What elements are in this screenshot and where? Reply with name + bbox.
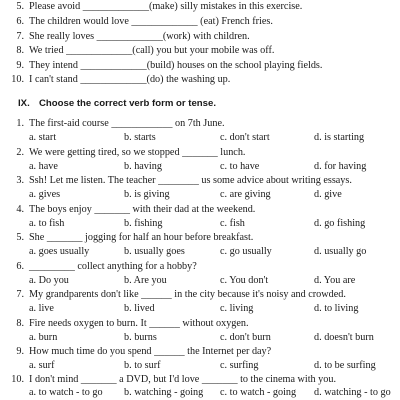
option-a[interactable]: a. start [29, 132, 57, 143]
option-a[interactable]: a. Do you [29, 275, 69, 286]
option-b[interactable]: b. fishing [124, 218, 163, 229]
item-text: The children would love _____________ (eat) French fries. [29, 16, 273, 27]
question-line [0, 288, 400, 302]
question-line [0, 174, 400, 188]
option-d[interactable]: d. watching - to go [314, 387, 391, 398]
item-number: 6. [16, 16, 24, 27]
option-d[interactable]: d. is starting [314, 132, 365, 143]
option-a[interactable]: a. to watch - to go [29, 387, 103, 398]
question-text: The first-aid course ____________ on 7th June. [29, 118, 225, 129]
question-text: Fire needs oxygen to burn. It ______ without oxygen. [29, 318, 249, 329]
question-line [0, 260, 400, 274]
item-number: 10. [11, 74, 24, 85]
question-text: She _______ jogging for half an hour before breakfast. [29, 232, 254, 243]
question-line [0, 203, 400, 217]
question-number: 7. [16, 289, 24, 300]
section-title: Choose the correct verb form or tense. [39, 98, 216, 109]
question-number: 1. [16, 118, 24, 129]
question-number: 5. [16, 232, 24, 243]
item-text: They intend _____________(build) houses on the school playing fields. [29, 60, 323, 71]
question-number: 10. [11, 374, 24, 385]
item-number: 8. [16, 45, 24, 56]
option-c[interactable]: c. don't burn [220, 332, 271, 343]
option-d[interactable]: d. to be surfing [314, 360, 376, 371]
option-d[interactable]: d. go fishing [314, 218, 366, 229]
section-number: IX. [18, 98, 30, 109]
item-text: Please avoid _____________(make) silly mistakes in this exercise. [29, 1, 303, 12]
question-text: I don't mind _______ a DVD, but I'd love _______ to the cinema with you. [29, 374, 336, 385]
question-text: How much time do you spend ______ the Internet per day? [29, 346, 272, 357]
option-c[interactable]: c. to have [220, 161, 260, 172]
question-line [0, 117, 400, 131]
item-text: She really loves _____________(work) with children. [29, 31, 250, 42]
question-number: 9. [16, 346, 24, 357]
question-line [0, 231, 400, 245]
option-a[interactable]: a. goes usually [29, 246, 90, 257]
option-c[interactable]: c. don't start [220, 132, 270, 143]
question-text: We were getting tired, so we stopped _______ lunch. [29, 147, 246, 158]
item-text: I can't stand _____________(do) the washing up. [29, 74, 231, 85]
item-number: 7. [16, 31, 24, 42]
question-text: The boys enjoy _______ with their dad at the weekend. [29, 204, 256, 215]
question-line [0, 146, 400, 160]
option-c[interactable]: c. surfing [220, 360, 259, 371]
option-d[interactable]: d. You are [314, 275, 356, 286]
question-number: 3. [16, 175, 24, 186]
option-c[interactable]: c. living [220, 303, 254, 314]
question-line [0, 345, 400, 359]
option-c[interactable]: c. go usually [220, 246, 272, 257]
option-d[interactable]: d. usually go [314, 246, 367, 257]
exercise-item [0, 0, 400, 14]
option-b[interactable]: b. to surf [124, 360, 161, 371]
option-d[interactable]: d. doesn't burn [314, 332, 374, 343]
option-b[interactable]: b. lived [124, 303, 155, 314]
option-b[interactable]: b. is giving [124, 189, 170, 200]
question-number: 4. [16, 204, 24, 215]
option-a[interactable]: a. burn [29, 332, 58, 343]
option-a[interactable]: a. gives [29, 189, 61, 200]
option-c[interactable]: c. You don't [220, 275, 269, 286]
option-b[interactable]: b. burns [124, 332, 157, 343]
option-a[interactable]: a. live [29, 303, 54, 314]
exercise-item [0, 15, 400, 29]
question-number: 6. [16, 261, 24, 272]
option-d[interactable]: d. for having [314, 161, 367, 172]
option-b[interactable]: b. watching - going [124, 387, 204, 398]
item-number: 9. [16, 60, 24, 71]
item-number: 5. [16, 1, 24, 12]
exercise-item [0, 73, 400, 87]
question-text: _________ collect anything for a hobby? [29, 261, 197, 272]
option-c[interactable]: c. fish [220, 218, 245, 229]
option-b[interactable]: b. having [124, 161, 162, 172]
exercise-item [0, 44, 400, 58]
option-c[interactable]: c. to watch - going [220, 387, 297, 398]
option-a[interactable]: a. surf [29, 360, 55, 371]
option-b[interactable]: b. Are you [124, 275, 167, 286]
exercise-item [0, 59, 400, 73]
option-b[interactable]: b. usually goes [124, 246, 185, 257]
option-b[interactable]: b. starts [124, 132, 156, 143]
option-c[interactable]: c. are giving [220, 189, 271, 200]
section-heading [18, 97, 216, 111]
question-number: 8. [16, 318, 24, 329]
option-d[interactable]: d. give [314, 189, 342, 200]
question-line [0, 373, 400, 387]
item-text: We tried _____________(call) you but your mobile was off. [29, 45, 275, 56]
option-a[interactable]: a. have [29, 161, 58, 172]
question-number: 2. [16, 147, 24, 158]
question-text: My grandparents don't like ______ in the city because it's noisy and crowded. [29, 289, 346, 300]
option-a[interactable]: a. to fish [29, 218, 65, 229]
question-text: Ssh! Let me listen. The teacher ________ us some advice about writing essays. [29, 175, 352, 186]
option-d[interactable]: d. to living [314, 303, 359, 314]
question-line [0, 317, 400, 331]
exercise-item [0, 30, 400, 44]
